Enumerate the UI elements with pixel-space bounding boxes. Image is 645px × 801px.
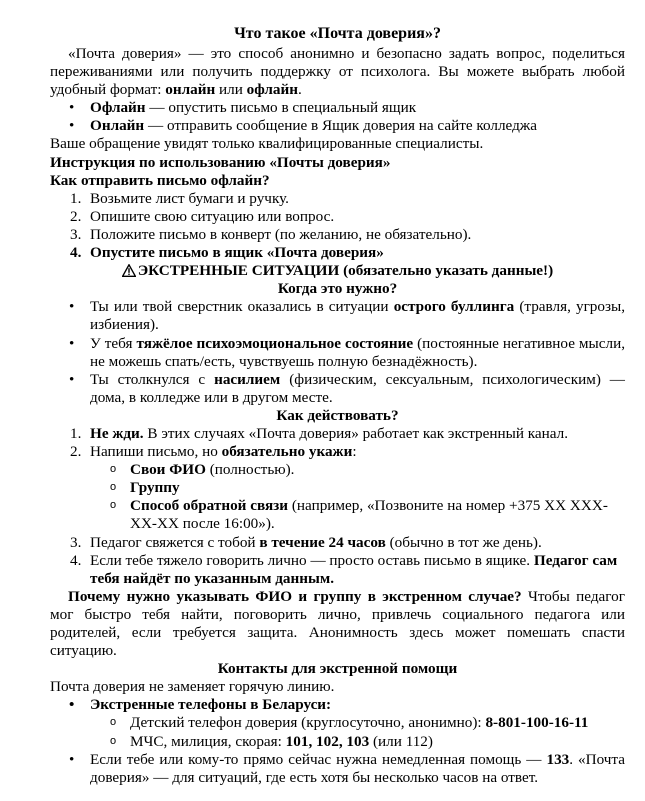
action-heading: Как действовать? bbox=[276, 406, 399, 424]
list-item: o Группу bbox=[50, 479, 625, 497]
list-item: 3. Педагог свяжется с тобой в течение 24 часов (обычно в тот же день). bbox=[70, 533, 542, 551]
list-item: 2. Опишите свою ситуацию или вопрос. bbox=[70, 207, 335, 225]
list-item: o Свои ФИО (полностью). bbox=[50, 461, 625, 479]
last-list bbox=[50, 751, 625, 787]
contacts-list bbox=[50, 696, 625, 714]
list-item: o Способ обратной связи (например, «Позвоните на номер +375 XX XXX-XX-XX после 16:00»). bbox=[50, 497, 625, 533]
why-paragraph: Почему нужно указывать ФИО и группу в экстренном случае? Чтобы педагог мог быстро тебя найти, поговорить лично, привлечь социального педагога или родителей, если требуется защита. Анонимность здесь может помешать спасти ситуацию. bbox=[50, 587, 625, 660]
page-title: Что такое «Почта доверия»? bbox=[234, 25, 441, 42]
phones-sublist bbox=[50, 714, 625, 750]
list-item: 3. Положите письмо в конверт (по желанию, не обязательно). bbox=[70, 225, 472, 243]
instructions-heading: Инструкция по использованию «Почты доверия» bbox=[50, 153, 391, 171]
formats-list bbox=[50, 99, 625, 135]
when-list bbox=[50, 298, 625, 407]
qualified-note: Ваше обращение увидят только квалифицированные специалисты. bbox=[50, 135, 484, 153]
list-item: • Ты или твой сверстник оказались в ситуации острого буллинга (травля, угрозы, избиения). bbox=[50, 298, 625, 334]
list-item: 1. Возьмите лист бумаги и ручку. bbox=[70, 189, 289, 207]
list-item: o МЧС, милиция, скорая: 101, 102, 103 (или 112) bbox=[50, 733, 625, 751]
list-item: 2. Напиши письмо, но обязательно укажи: bbox=[70, 443, 357, 461]
list-item: • У тебя тяжёлое психоэмоциональное состояние (постоянные негативное мысли, не можешь спать/есть, чувствуешь полную безнадёжность). bbox=[50, 335, 625, 371]
list-item: • Если тебе или кому-то прямо сейчас нужна немедленная помощь — 133. «Почта доверия» — для ситуаций, где есть хотя бы несколько часов на ответ. bbox=[50, 751, 625, 787]
offline-heading: Как отправить письмо офлайн? bbox=[50, 171, 270, 189]
action-list bbox=[50, 425, 625, 461]
emergency-heading: ЭКСТРЕННЫЕ СИТУАЦИИ (обязательно указать данные!) bbox=[50, 262, 625, 280]
list-item: 4. Опустите письмо в ящик «Почта доверия» bbox=[70, 244, 384, 262]
list-item: 4. Если тебе тяжело говорить лично — просто оставь письмо в ящике. Педагог сам тебя найдёт по указанным данным. bbox=[70, 551, 618, 587]
list-item: • Экстренные телефоны в Беларуси: bbox=[50, 696, 625, 714]
list-item: • Онлайн — отправить сообщение в Ящик доверия на сайте колледжа bbox=[50, 117, 625, 135]
action-list-continued bbox=[50, 534, 625, 588]
offline-steps-list bbox=[50, 190, 625, 262]
intro-paragraph: «Почта доверия» — это способ анонимно и безопасно задать вопрос, поделиться переживаниями или получить поддержку от психолога. Вы можете выбрать любой удобный формат: онлайн или офлайн. bbox=[50, 45, 625, 99]
action2-sublist bbox=[50, 461, 625, 533]
when-heading: Когда это нужно? bbox=[277, 280, 398, 298]
list-item: 1. Не жди. В этих случаях «Почта доверия» работает как экстренный канал. bbox=[70, 424, 569, 442]
contacts-heading: Контакты для экстренной помощи bbox=[217, 660, 458, 678]
list-item: • Офлайн — опустить письмо в специальный ящик bbox=[50, 99, 625, 117]
list-item: • Ты столкнулся с насилием (физическим, сексуальным, психологическим) — дома, в колледже или в другом месте. bbox=[50, 371, 625, 407]
list-item: o Детский телефон доверия (круглосуточно, анонимно): 8-801-100-16-11 bbox=[50, 714, 625, 732]
hotline-note: Почта доверия не заменяет горячую линию. bbox=[50, 678, 335, 696]
warning-icon bbox=[122, 264, 136, 277]
